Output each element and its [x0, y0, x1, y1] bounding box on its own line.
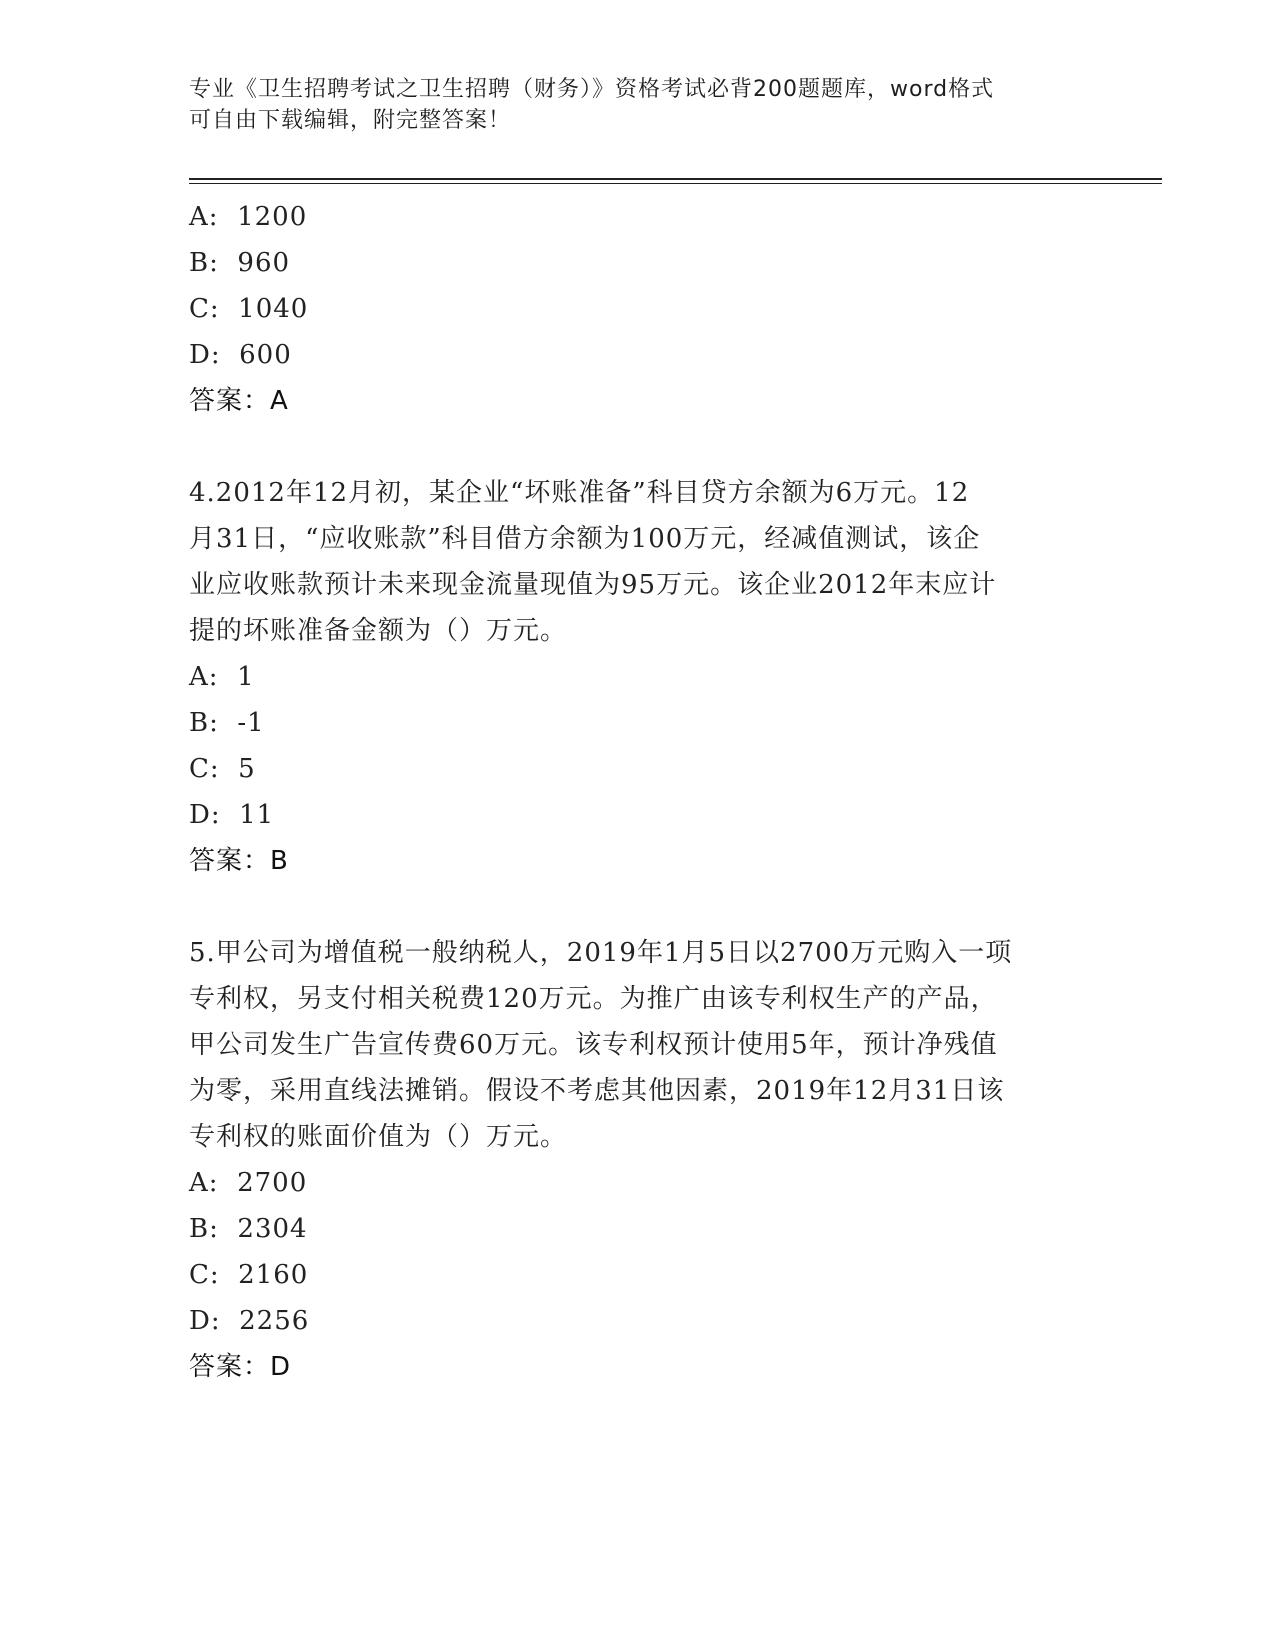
header-divider — [189, 178, 1162, 184]
question-5-stem-line-1: 5.甲公司为增值税一般纳税人，2019年1月5日以2700万元购入一项 — [189, 938, 1013, 968]
question-4-stem-line-1: 4.2012年12月初，某企业“坏账准备”科目贷方余额为6万元。12 — [189, 478, 970, 508]
question-5-answer: 答案：D — [189, 1352, 292, 1382]
question-4-stem-line-4: 提的坏账准备金额为（）万元。 — [189, 616, 568, 646]
question-3-option-a: A: 1200 — [189, 202, 308, 232]
question-4-block — [189, 470, 1089, 884]
question-3-block — [189, 194, 1089, 424]
header-title-line-1: 专业《卫生招聘考试之卫生招聘（财务）》资格考试必背200题题库，word格式 — [189, 77, 995, 102]
document-header — [189, 74, 1089, 136]
question-3-answer: 答案：A — [189, 386, 289, 416]
question-5-stem-line-4: 为零，采用直线法摊销。假设不考虑其他因素，2019年12月31日该 — [189, 1076, 1005, 1106]
spacer — [189, 424, 1089, 470]
question-5-stem-line-5: 专利权的账面价值为（）万元。 — [189, 1122, 568, 1152]
question-4-stem-line-2: 月31日，“应收账款”科目借方余额为100万元，经减值测试，该企 — [189, 524, 981, 554]
question-5-stem-line-3: 甲公司发生广告宣传费60万元。该专利权预计使用5年，预计净残值 — [189, 1030, 998, 1060]
question-4-option-b: B: -1 — [189, 708, 265, 738]
question-5-block — [189, 930, 1089, 1390]
header-title-line-2: 可自由下载编辑，附完整答案！ — [189, 108, 512, 133]
question-5-option-a: A: 2700 — [189, 1168, 308, 1198]
question-4-option-c: C: 5 — [189, 754, 256, 784]
spacer — [189, 884, 1089, 930]
document-body — [189, 194, 1089, 1390]
question-4-stem-line-3: 业应收账款预计未来现金流量现值为95万元。该企业2012年末应计 — [189, 570, 997, 600]
question-3-option-b: B: 960 — [189, 248, 291, 278]
question-5-option-c: C: 2160 — [189, 1260, 309, 1290]
question-3-option-d: D: 600 — [189, 340, 292, 370]
question-4-option-d: D: 11 — [189, 800, 275, 830]
question-5-option-d: D: 2256 — [189, 1306, 310, 1336]
question-5-option-b: B: 2304 — [189, 1214, 308, 1244]
question-3-option-c: C: 1040 — [189, 294, 309, 324]
question-4-option-a: A: 1 — [189, 662, 255, 692]
question-5-stem-line-2: 专利权，另支付相关税费120万元。为推广由该专利权生产的产品， — [189, 984, 998, 1014]
question-4-answer: 答案：B — [189, 846, 289, 876]
